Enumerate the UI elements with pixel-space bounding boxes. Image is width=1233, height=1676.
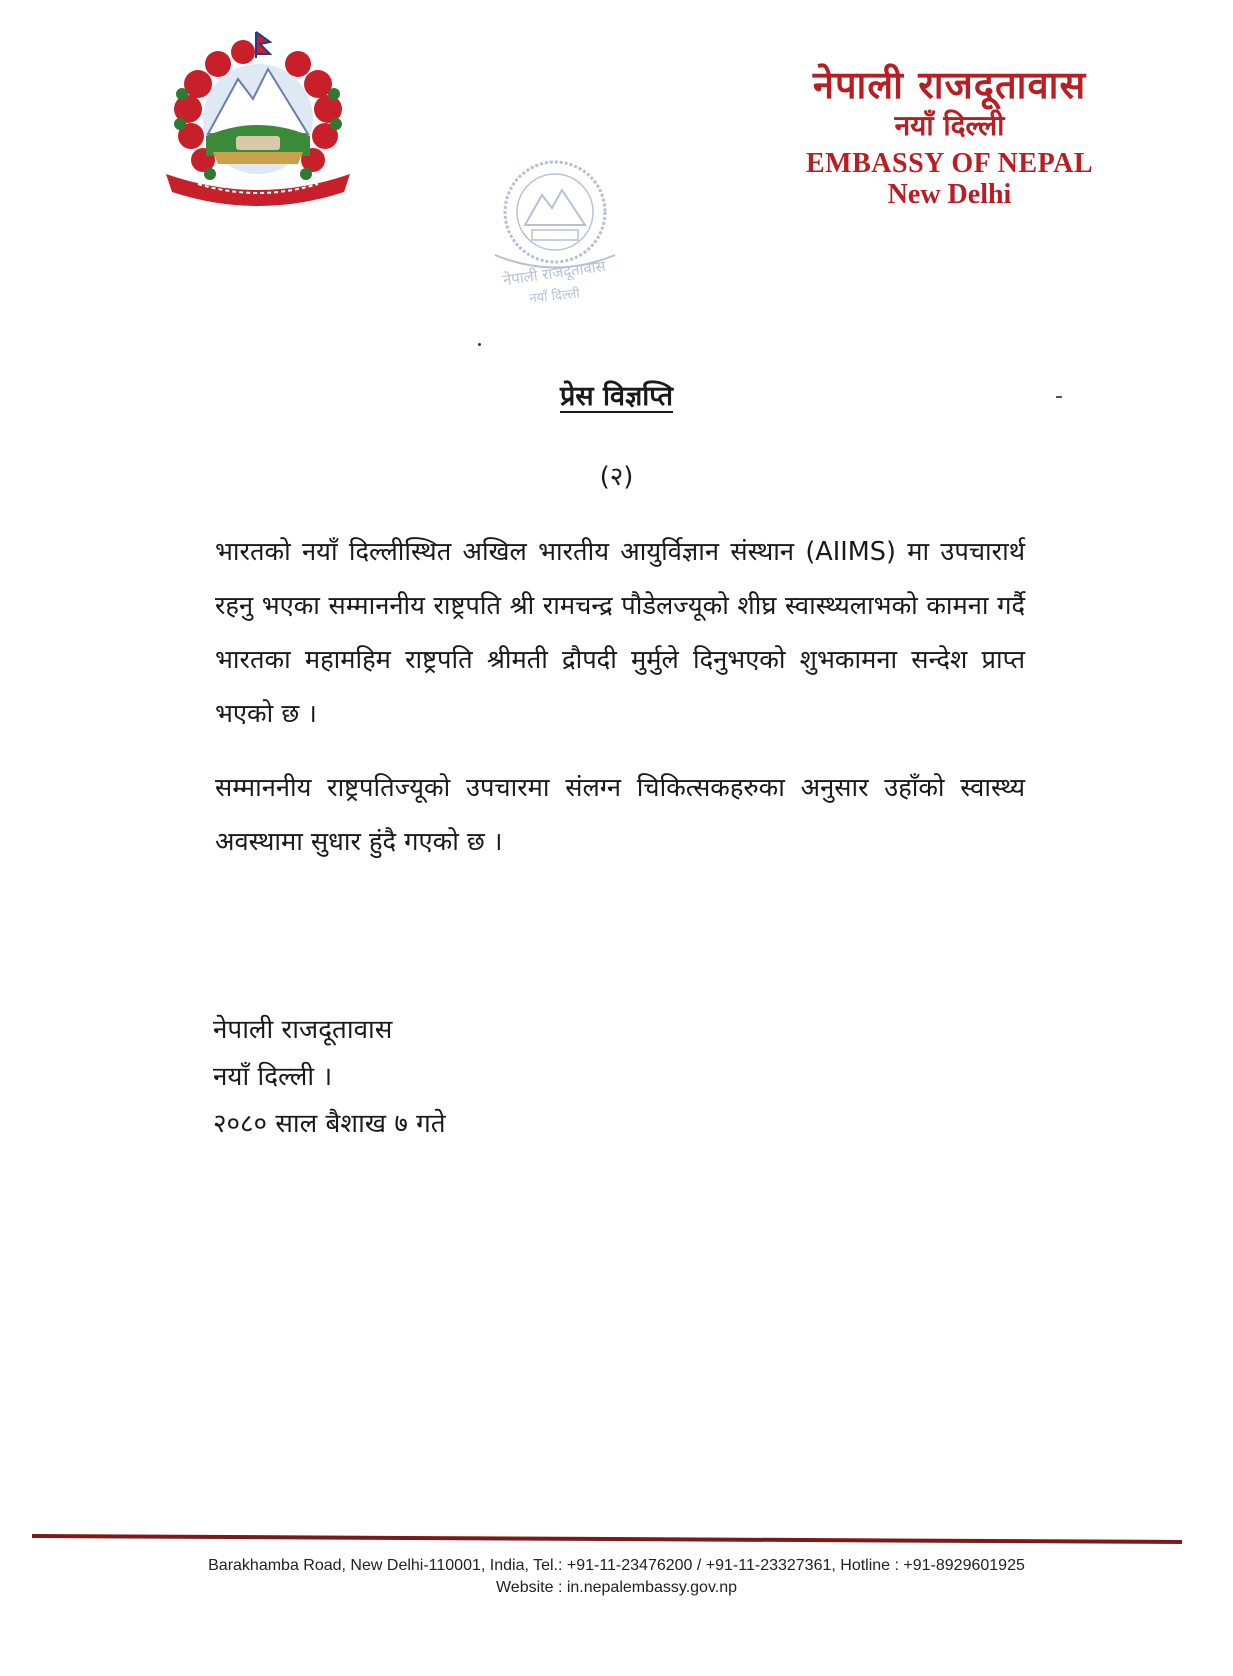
city-name-nepali: नयाँ दिल्ली [894,109,1005,142]
document-body [215,525,1025,889]
city-name-english: New Delhi [887,179,1012,210]
stamp-text-top: नेपाली राजदूतावास [501,256,607,290]
embassy-name-nepali: नेपाली राजदूतावास [812,63,1087,107]
document-title: प्रेस विज्ञप्ति [559,381,674,412]
footer-website: Website : in.nepalembassy.gov.np [495,1579,738,1596]
footer-address: Barakhamba Road, New Delhi-110001, India, Tel.: +91-11-23476200 / +91-11-23327361, Hotline : +91-8929601925 [208,1557,1025,1574]
signoff-city: नयाँ दिल्ली । [213,1062,333,1092]
letterhead [806,62,1093,210]
embassy-name-english: EMBASSY OF NEPAL [806,148,1093,179]
nepal-coat-of-arms-icon [158,24,358,214]
scan-speck [478,343,481,346]
document-number: (२) [599,462,634,492]
body-paragraph: सम्माननीय राष्ट्रपतिज्यूको उपचारमा संलग्न चिकित्सकहरुका अनुसार उहाँको स्वास्थ्य अवस्थामा सुधार हुंदै गएको छ । [215,773,1025,857]
signoff-date: २०८० साल बैशाख ७ गते [213,1109,446,1139]
footer [0,1555,1233,1599]
footer-divider [32,1534,1182,1544]
signoff-block [213,1007,446,1148]
stamp-text-bottom: नयाँ दिल्ली [528,286,581,307]
signoff-embassy: नेपाली राजदूतावास [213,1015,393,1045]
embassy-seal-stamp-icon [470,150,640,320]
body-paragraph: भारतको नयाँ दिल्लीस्थित अखिल भारतीय आयुर्विज्ञान संस्थान (AIIMS) मा उपचारार्थ रहनु भएका सम्माननीय राष्ट्रपति श्री रामचन्द्र पौडेलज्यूको शीघ्र स्वास्थ्यलाभको कामना गर्दै भारतका महामहिम राष्ट्रपति श्रीमती द्रौपदी मुर्मुले दिनुभएको शुभकामना सन्देश प्राप्त भएको छ । [215,537,1025,729]
